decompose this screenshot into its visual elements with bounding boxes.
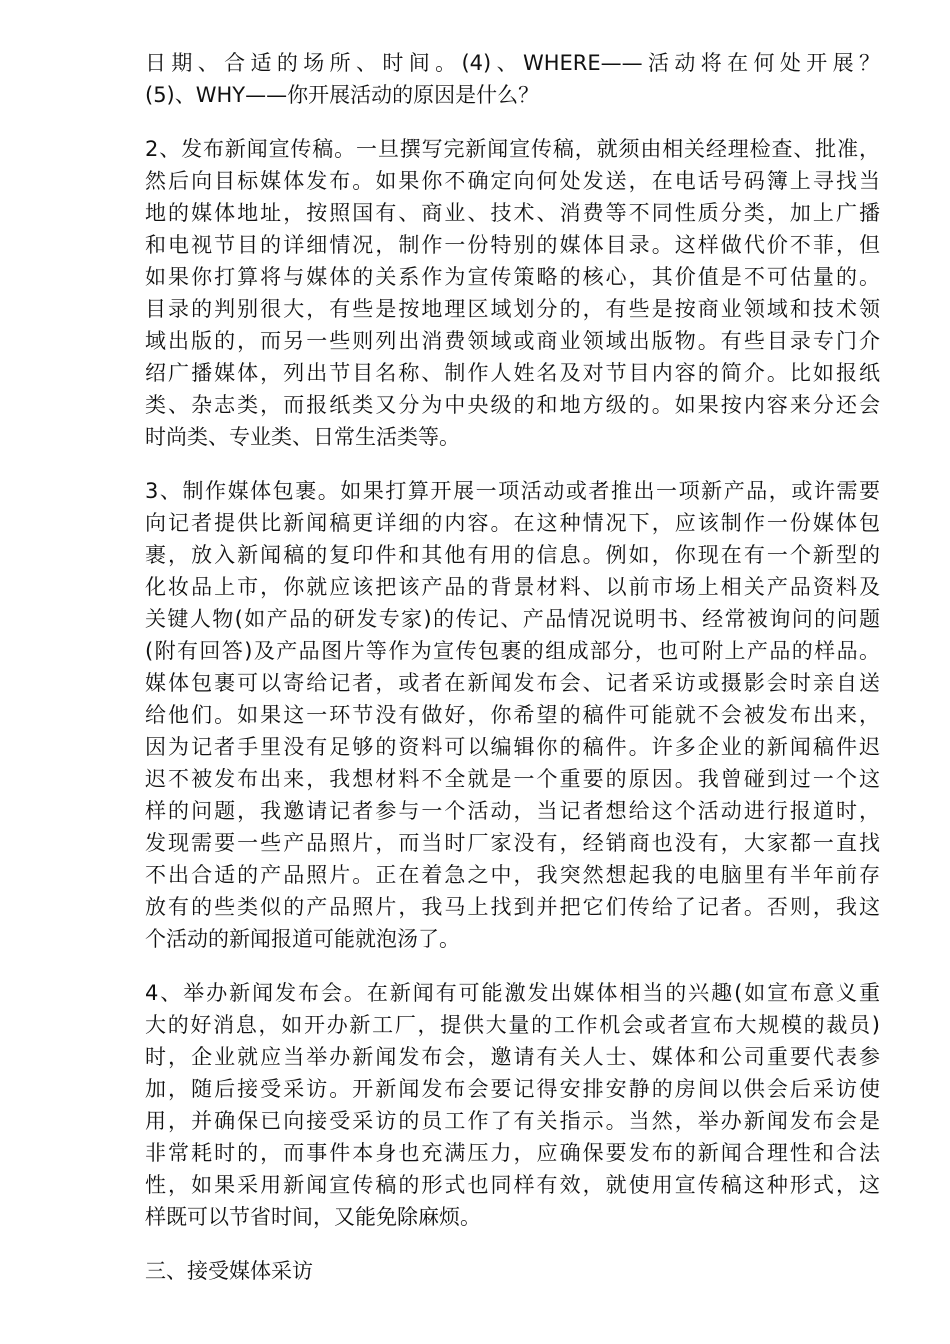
text-line: 域出版的，而另一些则列出消费领域或商业领域出版物。有些目录专门介 [145,329,880,353]
paragraph-where-why [145,47,880,111]
text-line: 时，企业就应当举办新闻发布会，邀请有关人士、媒体和公司重要代表参 [145,1045,880,1069]
text-line: 时尚类、专业类、日常生活类等。 [145,425,460,449]
text-line: 裹，放入新闻稿的复印件和其他有用的信息。例如，你现在有一个新型的 [145,543,880,567]
text-line: 目录的判别很大，有些是按地理区域划分的，有些是按商业领域和技术领 [145,297,880,321]
document-page [145,47,880,1309]
text-line: 个活动的新闻报道可能就泡汤了。 [145,927,460,951]
paragraph-media-kit [145,475,880,955]
text-line: 2、发布新闻宣传稿。一旦撰写完新闻宣传稿，就须由相关经理检查、批准， [145,137,880,161]
text-line: 样既可以节省时间，又能免除麻烦。 [145,1205,481,1229]
text-line: 然后向目标媒体发布。如果你不确定向何处发送，在电话号码簿上寻找当 [145,169,880,193]
text-line: 关键人物(如产品的研发专家)的传记、产品情况说明书、经常被询问的问题 [145,607,880,631]
text-line: 和电视节目的详细情况，制作一份特别的媒体目录。这样做代价不菲，但 [145,233,880,257]
text-line: 类、杂志类，而报纸类又分为中央级的和地方级的。如果按内容来分还会 [145,393,880,417]
paragraph-press-conference [145,977,880,1233]
text-line: 样的问题，我邀请记者参与一个活动，当记者想给这个活动进行报道时， [145,799,880,823]
text-line: 日期、合适的场所、时间。(4)、WHERE——活动将在何处开展？ [145,51,880,75]
text-line: 性，如果采用新闻宣传稿的形式也同样有效，就使用宣传稿这种形式，这 [145,1173,880,1197]
text-line: 化妆品上市，你就应该把该产品的背景材料、以前市场上相关产品资料及 [145,575,880,599]
text-line: 地的媒体地址，按照国有、商业、技术、消费等不同性质分类，加上广播 [145,201,880,225]
text-line: 3、制作媒体包裹。如果打算开展一项活动或者推出一项新产品，或许需要 [145,479,880,503]
text-line: 媒体包裹可以寄给记者，或者在新闻发布会、记者采访或摄影会时亲自送 [145,671,880,695]
text-line: 放有的些类似的产品照片，我马上找到并把它们传给了记者。否则，我这 [145,895,880,919]
section-heading [145,1255,880,1287]
text-line: 大的好消息，如开办新工厂，提供大量的工作机会或者宣布大规模的裁员) [145,1013,880,1037]
text-line: 非常耗时的，而事件本身也充满压力，应确保要发布的新闻合理性和合法 [145,1141,880,1165]
text-line: (5)、WHY——你开展活动的原因是什么？ [145,83,540,107]
text-line: 迟不被发布出来，我想材料不全就是一个重要的原因。我曾碰到过一个这 [145,767,880,791]
text-line: 绍广播媒体，列出节目名称、制作人姓名及对节目内容的简介。比如报纸 [145,361,880,385]
section-heading-text: 三、接受媒体采访 [145,1259,313,1283]
text-line: 因为记者手里没有足够的资料可以编辑你的稿件。许多企业的新闻稿件迟 [145,735,880,759]
text-line: 发现需要一些产品照片，而当时厂家没有，经销商也没有，大家都一直找 [145,831,880,855]
text-line: 给他们。如果这一环节没有做好，你希望的稿件可能就不会被发布出来， [145,703,880,727]
text-line: 4、举办新闻发布会。在新闻有可能激发出媒体相当的兴趣(如宣布意义重 [145,981,880,1005]
text-line: (附有回答)及产品图片等作为宣传包裹的组成部分，也可附上产品的样品。 [145,639,880,663]
text-line: 向记者提供比新闻稿更详细的内容。在这种情况下，应该制作一份媒体包 [145,511,880,535]
text-line: 用，并确保已向接受采访的员工作了有关指示。当然，举办新闻发布会是 [145,1109,880,1133]
text-line: 不出合适的产品照片。正在着急之中，我突然想起我的电脑里有半年前存 [145,863,880,887]
text-line: 加，随后接受采访。开新闻发布会要记得安排安静的房间以供会后采访使 [145,1077,880,1101]
paragraph-publish-press-release [145,133,880,453]
text-line: 如果你打算将与媒体的关系作为宣传策略的核心，其价值是不可估量的。 [145,265,880,289]
